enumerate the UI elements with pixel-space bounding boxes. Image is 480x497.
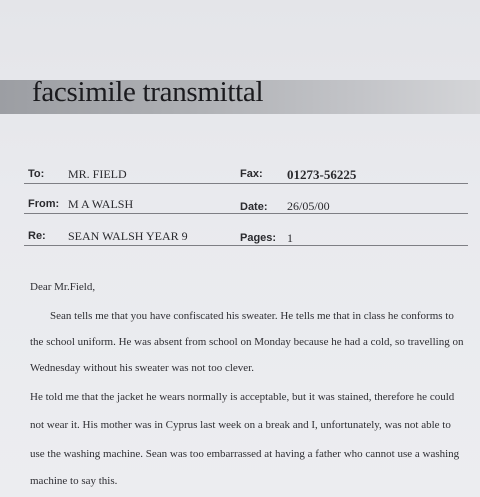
from-label: From: bbox=[28, 198, 60, 210]
re-value: SEAN WALSH YEAR 9 bbox=[68, 229, 188, 243]
divider bbox=[24, 183, 468, 184]
letter-line: use the washing machine. Sean was too embarrassed at having a father who cannot use a washing bbox=[30, 448, 460, 460]
letter-line: not wear it. His mother was in Cyprus last week on a break and I, unfortunately, was not able to bbox=[30, 419, 451, 431]
date-value: 26/05/00 bbox=[287, 199, 330, 213]
divider bbox=[24, 213, 468, 214]
to-label: To: bbox=[28, 168, 45, 180]
fax-label: Fax: bbox=[240, 168, 263, 180]
re-label: Re: bbox=[28, 230, 46, 242]
page-title: facsimile transmittal bbox=[32, 76, 264, 108]
letter-line: He told me that the jacket he wears normally is acceptable, but it was stained, therefore he could bbox=[30, 391, 455, 403]
pages-value: 1 bbox=[287, 231, 293, 245]
divider bbox=[24, 245, 468, 246]
to-value: MR. FIELD bbox=[68, 167, 127, 181]
salutation: Dear Mr.Field, bbox=[30, 281, 96, 293]
pages-label: Pages: bbox=[240, 232, 277, 244]
letter-line: the school uniform. He was absent from school on Monday because he had a cold, so travelling on bbox=[30, 336, 464, 348]
letter-line: Sean tells me that you have confiscated his sweater. He tells me that in class he conforms to bbox=[50, 310, 454, 322]
fax-value: 01273-56225 bbox=[287, 167, 357, 182]
date-label: Date: bbox=[240, 201, 268, 213]
letter-line: Wednesday without his sweater was not too clever. bbox=[30, 362, 254, 374]
letter-line: machine to say this. bbox=[30, 475, 118, 487]
from-value: M A WALSH bbox=[68, 197, 134, 211]
